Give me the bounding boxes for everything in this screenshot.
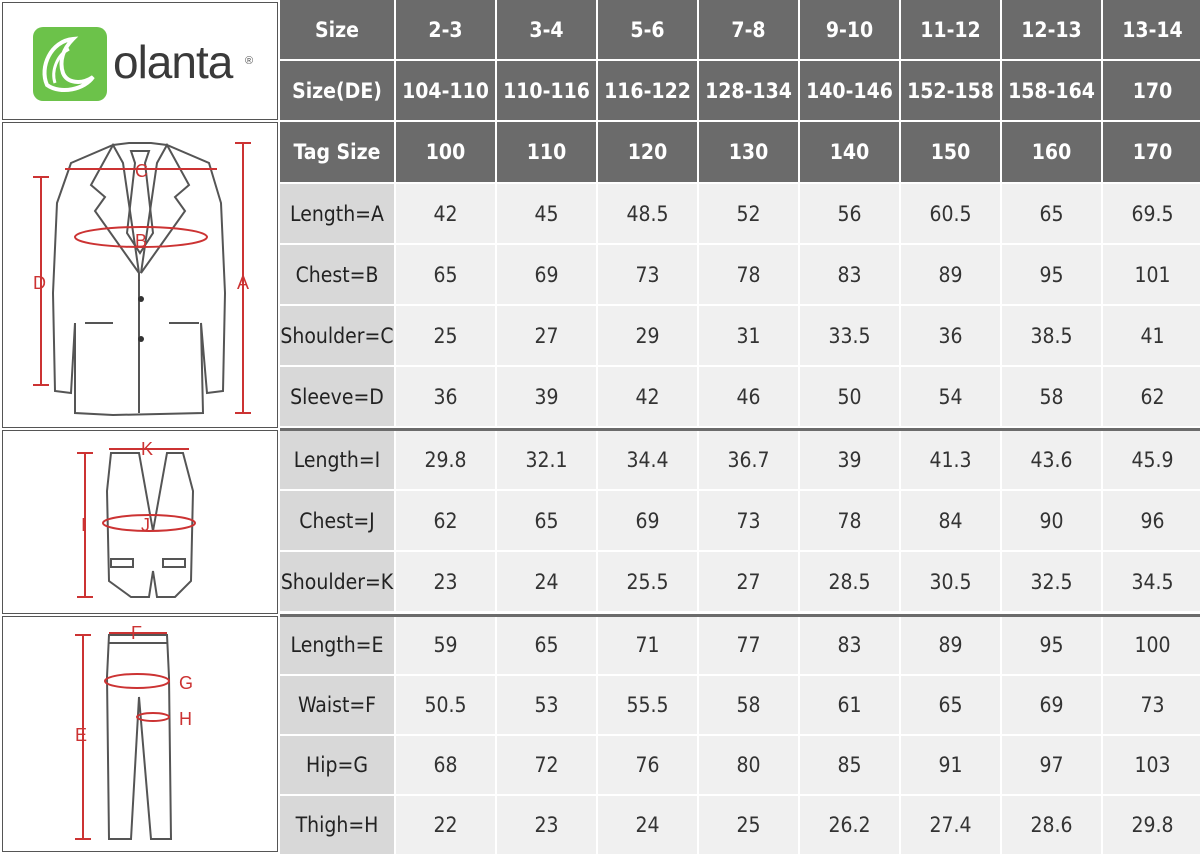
pants-row — [280, 796, 1200, 856]
row-label: Size(DE) — [280, 61, 396, 122]
value-cell: 29.8 — [1103, 796, 1200, 856]
value-cell: 43.6 — [1002, 430, 1103, 491]
registered-mark: ® — [245, 55, 254, 67]
value-cell: 33.5 — [800, 306, 901, 367]
vest-row — [280, 430, 1200, 491]
value-cell: 23 — [396, 552, 497, 613]
row-label: Hip=G — [280, 736, 396, 796]
value-cell: 39 — [800, 430, 901, 491]
value-cell: 73 — [598, 245, 699, 306]
jacket-row — [280, 306, 1200, 367]
marker-b: B — [135, 231, 148, 251]
value-cell: 48.5 — [598, 184, 699, 245]
vest-row — [280, 491, 1200, 552]
row-label: Waist=F — [280, 676, 396, 736]
value-cell: 65 — [901, 676, 1002, 736]
marker-i: I — [81, 515, 87, 535]
value-cell: 30.5 — [901, 552, 1002, 613]
value-cell: 96 — [1103, 491, 1200, 552]
value-cell: 27 — [699, 552, 800, 613]
header-cell: 170 — [1103, 61, 1200, 122]
value-cell: 50.5 — [396, 676, 497, 736]
jacket-row — [280, 367, 1200, 428]
row-label: Chest=J — [280, 491, 396, 552]
jacket-diagram — [3, 123, 277, 427]
value-cell: 90 — [1002, 491, 1103, 552]
value-cell: 78 — [699, 245, 800, 306]
value-cell: 77 — [699, 616, 800, 676]
header-cell: 3-4 — [497, 0, 598, 61]
pants-row — [280, 616, 1200, 676]
header-cell: 116-122 — [598, 61, 699, 122]
value-cell: 36 — [396, 367, 497, 428]
value-cell: 58 — [699, 676, 800, 736]
header-cell: 140 — [800, 122, 901, 184]
value-cell: 28.6 — [1002, 796, 1103, 856]
value-cell: 27.4 — [901, 796, 1002, 856]
value-cell: 95 — [1002, 616, 1103, 676]
value-cell: 73 — [699, 491, 800, 552]
value-cell: 54 — [901, 367, 1002, 428]
value-cell: 45 — [497, 184, 598, 245]
marker-k: K — [141, 439, 154, 459]
marker-f: F — [131, 623, 142, 643]
header-cell: 120 — [598, 122, 699, 184]
value-cell: 89 — [901, 245, 1002, 306]
value-cell: 53 — [497, 676, 598, 736]
header-cell: 5-6 — [598, 0, 699, 61]
row-label: Tag Size — [280, 122, 396, 184]
value-cell: 50 — [800, 367, 901, 428]
header-cell: 110-116 — [497, 61, 598, 122]
header-row-tag-size — [280, 122, 1200, 184]
jacket-row — [280, 245, 1200, 306]
value-cell: 56 — [800, 184, 901, 245]
value-cell: 25 — [396, 306, 497, 367]
value-cell: 52 — [699, 184, 800, 245]
row-label: Shoulder=C — [280, 306, 396, 367]
value-cell: 34.4 — [598, 430, 699, 491]
vest-row — [280, 552, 1200, 613]
value-cell: 25 — [699, 796, 800, 856]
header-cell: 130 — [699, 122, 800, 184]
value-cell: 31 — [699, 306, 800, 367]
value-cell: 42 — [396, 184, 497, 245]
value-cell: 71 — [598, 616, 699, 676]
value-cell: 101 — [1103, 245, 1200, 306]
value-cell: 59 — [396, 616, 497, 676]
section-divider — [280, 614, 1200, 617]
value-cell: 58 — [1002, 367, 1103, 428]
value-cell: 62 — [1103, 367, 1200, 428]
value-cell: 97 — [1002, 736, 1103, 796]
row-label: Length=I — [280, 430, 396, 491]
value-cell: 27 — [497, 306, 598, 367]
header-cell: 110 — [497, 122, 598, 184]
value-cell: 72 — [497, 736, 598, 796]
value-cell: 42 — [598, 367, 699, 428]
value-cell: 69 — [497, 245, 598, 306]
marker-g: G — [179, 673, 194, 693]
value-cell: 68 — [396, 736, 497, 796]
value-cell: 41 — [1103, 306, 1200, 367]
value-cell: 41.3 — [901, 430, 1002, 491]
value-cell: 55.5 — [598, 676, 699, 736]
value-cell: 103 — [1103, 736, 1200, 796]
value-cell: 34.5 — [1103, 552, 1200, 613]
value-cell: 23 — [497, 796, 598, 856]
value-cell: 95 — [1002, 245, 1103, 306]
value-cell: 91 — [901, 736, 1002, 796]
vest-diagram — [3, 431, 277, 613]
value-cell: 65 — [497, 616, 598, 676]
value-cell: 65 — [396, 245, 497, 306]
value-cell: 32.5 — [1002, 552, 1103, 613]
value-cell: 36.7 — [699, 430, 800, 491]
value-cell: 32.1 — [497, 430, 598, 491]
header-cell: 7-8 — [699, 0, 800, 61]
value-cell: 26.2 — [800, 796, 901, 856]
value-cell: 28.5 — [800, 552, 901, 613]
row-label: Sleeve=D — [280, 367, 396, 428]
header-cell: 128-134 — [699, 61, 800, 122]
marker-j: J — [141, 515, 150, 535]
row-label: Length=E — [280, 616, 396, 676]
value-cell: 29 — [598, 306, 699, 367]
row-label: Length=A — [280, 184, 396, 245]
vest-illustration — [2, 430, 278, 614]
row-label: Shoulder=K — [280, 552, 396, 613]
marker-c: C — [135, 161, 148, 181]
header-cell: 12-13 — [1002, 0, 1103, 61]
value-cell: 80 — [699, 736, 800, 796]
value-cell: 69 — [598, 491, 699, 552]
value-cell: 69.5 — [1103, 184, 1200, 245]
header-cell: 158-164 — [1002, 61, 1103, 122]
value-cell: 29.8 — [396, 430, 497, 491]
value-cell: 24 — [497, 552, 598, 613]
value-cell: 25.5 — [598, 552, 699, 613]
header-row-size-de — [280, 61, 1200, 122]
marker-e: E — [75, 725, 88, 745]
value-cell: 69 — [1002, 676, 1103, 736]
header-cell: 170 — [1103, 122, 1200, 184]
marker-a: A — [237, 273, 250, 293]
pants-illustration — [2, 616, 278, 852]
header-cell: 104-110 — [396, 61, 497, 122]
value-cell: 38.5 — [1002, 306, 1103, 367]
value-cell: 22 — [396, 796, 497, 856]
logo-leaf-icon — [33, 27, 107, 101]
value-cell: 85 — [800, 736, 901, 796]
header-cell: 2-3 — [396, 0, 497, 61]
section-divider — [280, 428, 1200, 431]
value-cell: 61 — [800, 676, 901, 736]
header-cell: 140-146 — [800, 61, 901, 122]
value-cell: 76 — [598, 736, 699, 796]
row-label: Size — [280, 0, 396, 61]
value-cell: 89 — [901, 616, 1002, 676]
header-row-size — [280, 0, 1200, 61]
jacket-illustration — [2, 122, 278, 428]
value-cell: 62 — [396, 491, 497, 552]
pants-diagram — [3, 617, 277, 851]
value-cell: 83 — [800, 616, 901, 676]
value-cell: 36 — [901, 306, 1002, 367]
jacket-row — [280, 184, 1200, 245]
value-cell: 65 — [1002, 184, 1103, 245]
header-cell: 150 — [901, 122, 1002, 184]
value-cell: 24 — [598, 796, 699, 856]
row-label: Chest=B — [280, 245, 396, 306]
value-cell: 45.9 — [1103, 430, 1200, 491]
header-cell: 13-14 — [1103, 0, 1200, 61]
brand-logo — [2, 2, 278, 120]
value-cell: 39 — [497, 367, 598, 428]
value-cell: 65 — [497, 491, 598, 552]
header-cell: 152-158 — [901, 61, 1002, 122]
pants-row — [280, 676, 1200, 736]
marker-h: H — [179, 709, 192, 729]
brand-name: olanta — [113, 36, 233, 88]
header-cell: 9-10 — [800, 0, 901, 61]
value-cell: 84 — [901, 491, 1002, 552]
header-cell: 11-12 — [901, 0, 1002, 61]
pants-row — [280, 736, 1200, 796]
header-cell: 160 — [1002, 122, 1103, 184]
value-cell: 46 — [699, 367, 800, 428]
value-cell: 73 — [1103, 676, 1200, 736]
value-cell: 78 — [800, 491, 901, 552]
header-cell: 100 — [396, 122, 497, 184]
value-cell: 60.5 — [901, 184, 1002, 245]
marker-d: D — [33, 273, 46, 293]
value-cell: 83 — [800, 245, 901, 306]
row-label: Thigh=H — [280, 796, 396, 856]
value-cell: 100 — [1103, 616, 1200, 676]
